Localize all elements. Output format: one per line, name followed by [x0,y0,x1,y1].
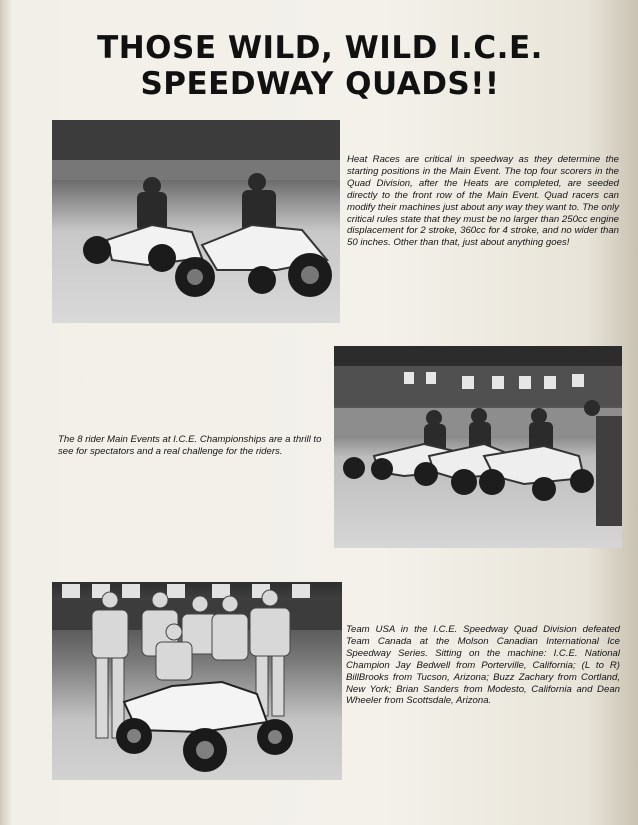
heat-races-caption: Heat Races are critical in speedway as they determine the starting positions in the Main Event. The top four scorers in the Quad Division, after the Heats are completed, are seeded directly to the front row of the Main Event. Quad racers can modify their machines just about any way they want to. The only critical rules state that they must be no larger than 250cc engine displacement for 2 stroke, 360cc for 4 stroke, and no wider than 50 inches. Other than that, just about anything goes! [347,154,619,249]
main-event-photo [334,346,622,548]
headline-line-1: THOSE WILD, WILD I.C.E. [97,30,543,66]
headline-line-2: SPEEDWAY QUADS!! [140,66,500,102]
headline [40,30,600,102]
racing-quads-photo [52,120,340,323]
team-usa-caption: Team USA in the I.C.E. Speedway Quad Division defeated Team Canada at the Molson Canadian International Ice Speedway Series. Sitting on the machine: I.C.E. National Champion Jay Bedwell from Porterville, California; (L to R) BillBrooks from Tucson, Arizona; Buzz Zachary from Cortland, New York; Brian Sanders from Modesto, California and Dean Wheeler from Scottsdale, Arizona. [346,624,620,707]
page-spine-shadow [0,0,12,825]
team-usa-photo [52,582,342,780]
main-events-caption: The 8 rider Main Events at I.C.E. Championships are a thrill to see for spectators and a real challenge for the riders. [58,434,322,457]
